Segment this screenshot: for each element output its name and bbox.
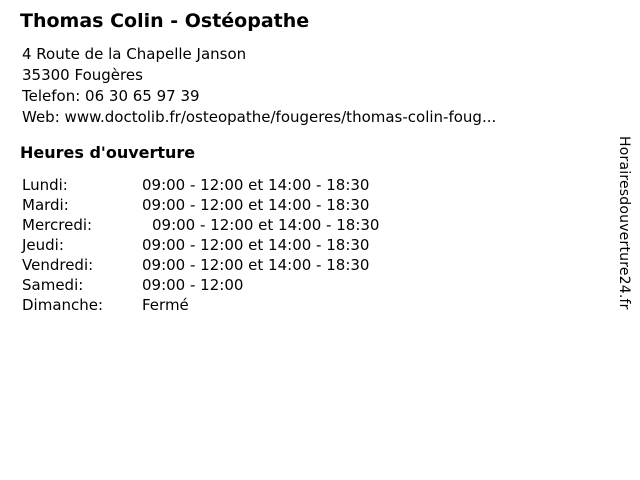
day-label: Mercredi: bbox=[22, 216, 93, 234]
time-value: 09:00 - 12:00 et 14:00 - 18:30 bbox=[142, 196, 370, 214]
page-title: Thomas Colin - Ostéopathe bbox=[20, 10, 310, 32]
hours-row-saturday bbox=[22, 275, 379, 295]
web-label: Web: bbox=[22, 108, 60, 126]
address-line-1: 4 Route de la Chapelle Janson bbox=[22, 45, 247, 63]
opening-hours-heading: Heures d'ouverture bbox=[20, 143, 196, 162]
day-label: Lundi: bbox=[22, 176, 68, 194]
hours-row-friday bbox=[22, 255, 379, 275]
hours-row-tuesday bbox=[22, 195, 379, 215]
day-label: Samedi: bbox=[22, 276, 84, 294]
hours-row-monday bbox=[22, 175, 379, 195]
contact-block bbox=[22, 44, 496, 128]
site-watermark: Horairesdouverture24.fr bbox=[616, 136, 632, 310]
day-label: Jeudi: bbox=[22, 236, 64, 254]
opening-hours-table bbox=[22, 175, 379, 315]
phone-number: 06 30 65 97 39 bbox=[85, 87, 200, 105]
web-url: www.doctolib.fr/osteopathe/fougeres/thomas-colin-foug... bbox=[64, 108, 497, 126]
time-value: 09:00 - 12:00 et 14:00 - 18:30 bbox=[152, 216, 380, 234]
time-value: 09:00 - 12:00 et 14:00 - 18:30 bbox=[142, 256, 370, 274]
day-label: Mardi: bbox=[22, 196, 69, 214]
hours-row-sunday bbox=[22, 295, 379, 315]
web-line bbox=[22, 107, 496, 128]
time-value: 09:00 - 12:00 et 14:00 - 18:30 bbox=[142, 236, 370, 254]
day-label: Vendredi: bbox=[22, 256, 94, 274]
time-value: 09:00 - 12:00 bbox=[142, 276, 244, 294]
phone-label: Telefon: bbox=[22, 87, 81, 105]
phone-line bbox=[22, 86, 496, 107]
hours-row-wednesday bbox=[22, 215, 379, 235]
time-value: 09:00 - 12:00 et 14:00 - 18:30 bbox=[142, 176, 370, 194]
day-label: Dimanche: bbox=[22, 296, 104, 314]
time-value: Fermé bbox=[142, 296, 189, 314]
hours-row-thursday bbox=[22, 235, 379, 255]
address-line-2: 35300 Fougères bbox=[22, 66, 143, 84]
